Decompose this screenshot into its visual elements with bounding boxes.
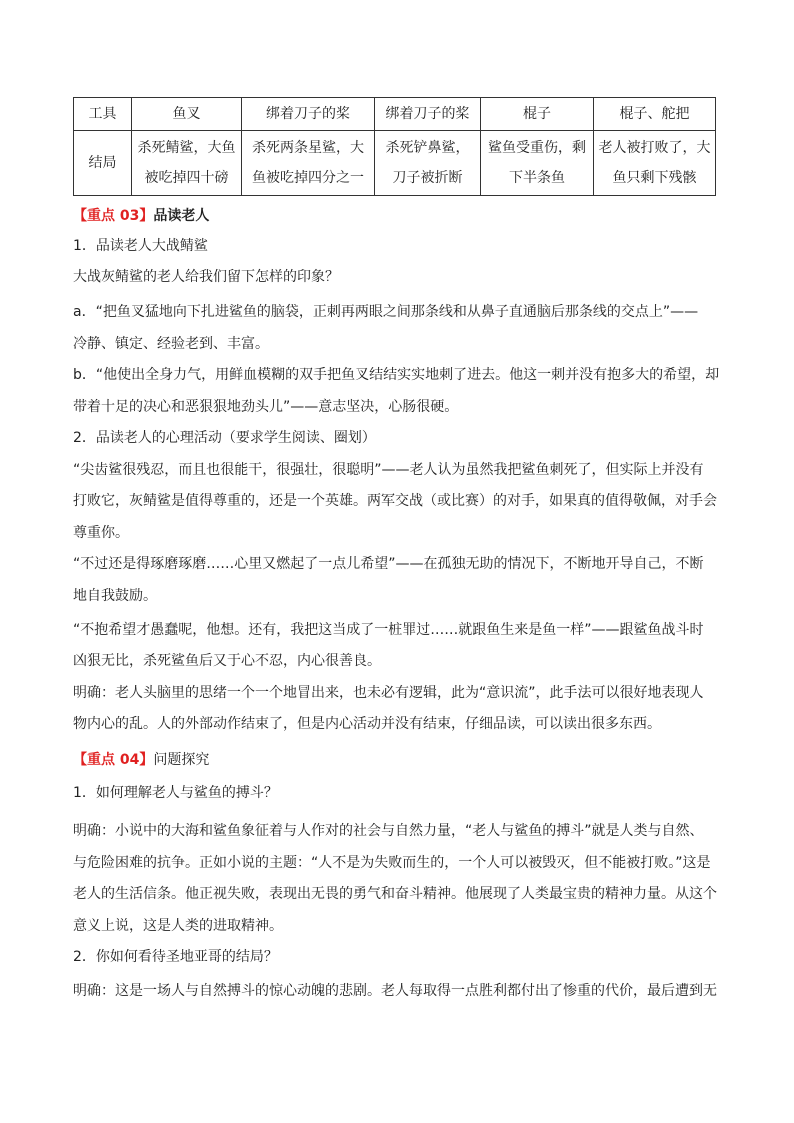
table-cell: 绑着刀子的桨 <box>242 98 375 131</box>
heading-label: 重点 04 <box>87 752 140 768</box>
cell-line: 被吃掉四十磅 <box>144 170 229 186</box>
table-cell: 绑着刀子的桨 <box>375 98 481 131</box>
heading-title: 问题探究 <box>153 752 210 768</box>
heading-label: 重点 03 <box>87 208 140 224</box>
paragraph-line: 带着十足的决心和恶狠狠地劲头儿”——意志坚决，心肠很硬。 <box>73 399 459 415</box>
table-cell: 工具 <box>74 98 132 131</box>
heading-title: 品读老人 <box>153 208 210 224</box>
table-cell: 鱼叉 <box>132 98 242 131</box>
table-cell <box>481 131 594 196</box>
paragraph-line: 明确：这是一场人与自然搏斗的惊心动魄的悲剧。老人每取得一点胜利都付出了惨重的代价，最后遭到无 <box>73 983 717 999</box>
paragraph-line: 地自我鼓励。 <box>73 588 157 604</box>
cell-line: 杀死铲鼻鲨， <box>385 140 470 156</box>
paragraph-line: 明确：老人头脑里的思绪一个一个地冒出来，也未必有逻辑，此为“意识流”，此手法可以很好地表现人 <box>73 685 704 701</box>
paragraph-line: 物内心的乱。人的外部动作结束了，但是内心活动并没有结束，仔细品读，可以读出很多东西。 <box>73 716 661 732</box>
cell-line: 杀死两条星鲨，大 <box>252 140 364 156</box>
table-header-row <box>74 98 716 131</box>
table-cell: 棍子、舵把 <box>594 98 716 131</box>
cell-line: 鲨鱼受重伤，剩 <box>488 140 586 156</box>
table-cell <box>132 131 242 196</box>
paragraph-line: 2．品读老人的心理活动（要求学生阅读、圈划） <box>73 430 376 446</box>
cell-line: 刀子被折断 <box>392 170 463 186</box>
table-cell: 棍子 <box>481 98 594 131</box>
table-result-row <box>74 131 716 196</box>
cell-line: 鱼只剩下残骸 <box>612 170 697 186</box>
heading-bracket: 】 <box>139 208 154 224</box>
paragraph-line: “尖齿鲨很残忍，而且也很能干，很强壮，很聪明”——老人认为虽然我把鲨鱼刺死了，但实际上并没有 <box>73 462 704 478</box>
paragraph-line: 2．你如何看待圣地亚哥的结局？ <box>73 949 278 965</box>
cell-line: 鱼被吃掉四分之一 <box>252 170 364 186</box>
table-cell <box>74 131 132 196</box>
cell-line: 杀死鲭鲨，大鱼 <box>137 140 236 156</box>
paragraph-line: “不过还是得琢磨琢磨……心里又燃起了一点儿希望”——在孤独无助的情况下，不断地开导自己，不断 <box>73 556 704 572</box>
section-heading-03 <box>73 206 209 226</box>
paragraph-line: 与危险困难的抗争。正如小说的主题：“人不是为失败而生的，一个人可以被毁灭，但不能被打败。”这是 <box>73 855 711 871</box>
tools-outcome-table <box>73 97 716 196</box>
heading-bracket: 】 <box>139 752 154 768</box>
heading-bracket: 【 <box>73 208 87 224</box>
paragraph-line: “不抱希望才愚蠢呢，他想。还有，我把这当成了一桩罪过……就跟鱼生来是鱼一样”——跟鲨鱼战斗时 <box>73 622 704 638</box>
paragraph-line: 冷静、镇定、经验老到、丰富。 <box>73 336 269 352</box>
paragraph-line: 1．如何理解老人与鲨鱼的搏斗？ <box>73 785 278 801</box>
table-cell <box>242 131 375 196</box>
table-cell <box>594 131 716 196</box>
section-heading-04 <box>73 750 209 770</box>
heading-bracket: 【 <box>73 752 87 768</box>
paragraph-line: b．“他使出全身力气，用鲜血模糊的双手把鱼叉结结实实地刺了进去。他这一刺并没有抱多大的希望，却 <box>73 367 720 383</box>
paragraph-line: 打败它，灰鲭鲨是值得尊重的，还是一个英雄。两军交战（或比赛）的对手，如果真的值得敬佩，对手会 <box>73 493 717 509</box>
paragraph-line: 明确：小说中的大海和鲨鱼象征着与人作对的社会与自然力量，“老人与鲨鱼的搏斗”就是人类与自然、 <box>73 823 704 839</box>
paragraph-line: 大战灰鲭鲨的老人给我们留下怎样的印象？ <box>73 269 339 285</box>
paragraph-line: 老人的生活信条。他正视失败，表现出无畏的勇气和奋斗精神。他展现了人类最宝贵的精神力量。从这个 <box>73 886 717 902</box>
table-cell <box>375 131 481 196</box>
paragraph-line: a．“把鱼叉猛地向下扎进鲨鱼的脑袋，正刺再两眼之间那条线和从鼻子直通脑后那条线的交点上”—— <box>73 304 699 320</box>
cell-line: 结局 <box>88 155 117 171</box>
cell-line: 老人被打败了，大 <box>598 140 711 156</box>
paragraph-line: 意义上说，这是人类的进取精神。 <box>73 918 283 934</box>
paragraph-line: 1．品读老人大战鲭鲨 <box>73 238 208 254</box>
cell-line: 下半条鱼 <box>509 170 565 186</box>
paragraph-line: 尊重你。 <box>73 525 129 541</box>
paragraph-line: 凶狠无比，杀死鲨鱼后又于心不忍，内心很善良。 <box>73 653 381 669</box>
